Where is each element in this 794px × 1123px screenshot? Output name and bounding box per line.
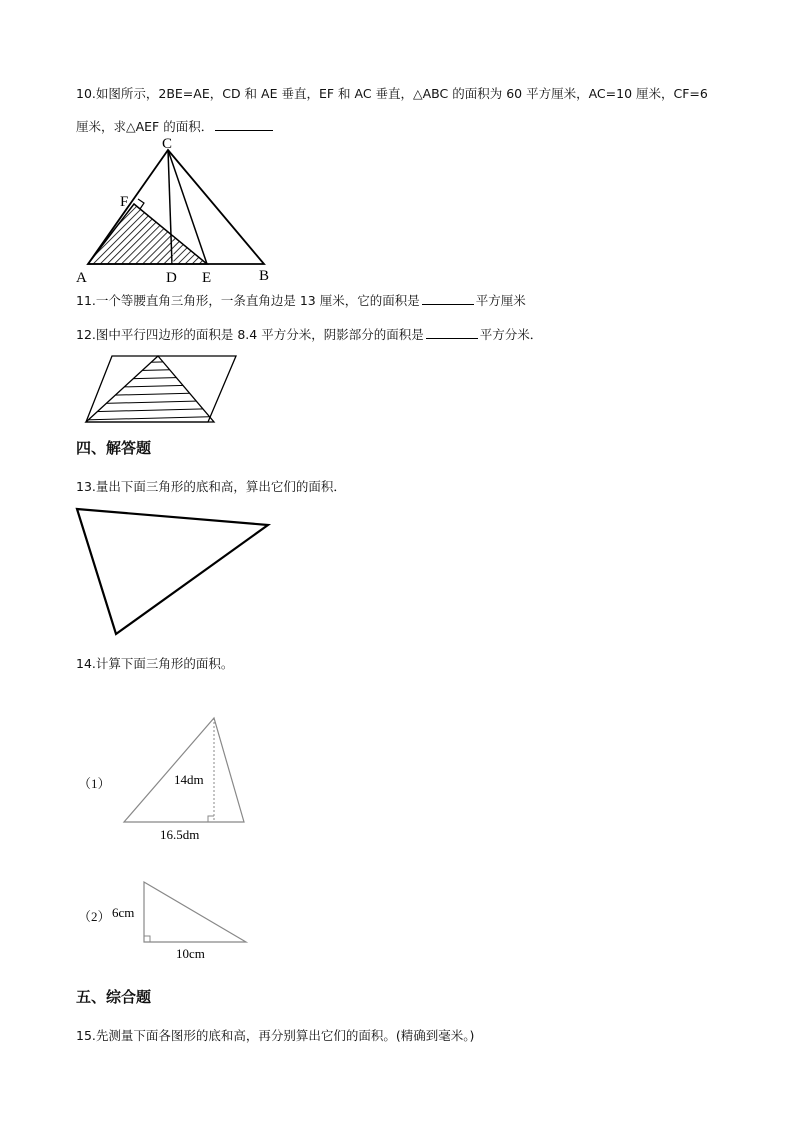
q13-triangle-figure bbox=[72, 505, 272, 637]
q14-part2-base-label: 10cm bbox=[176, 946, 205, 961]
q10-text-line1: 10.如图所示，2BE=AE，CD 和 AE 垂直，EF 和 AC 垂直，△ABC 的面积为 60 平方厘米，AC=10 厘米，CF=6 bbox=[76, 86, 708, 101]
q12-text: 12.图中平行四边形的面积是 8.4 平方分米，阴影部分的面积是 bbox=[76, 327, 424, 342]
q12-unit: 平方分米． bbox=[479, 327, 543, 342]
q12-parallelogram-figure bbox=[80, 350, 240, 428]
q14-part1-figure bbox=[118, 712, 254, 844]
label-b: B bbox=[259, 268, 270, 284]
q10-answer-blank[interactable] bbox=[215, 129, 273, 131]
q13-triangle bbox=[77, 509, 268, 634]
q14-part1-label: （1） bbox=[78, 776, 111, 791]
q13-text: 13.量出下面三角形的底和高，算出它们的面积． bbox=[76, 479, 346, 494]
q12-answer-blank[interactable] bbox=[426, 337, 478, 339]
q11-text: 11.一个等腰直角三角形，一条直角边是 13 厘米，它的面积是 bbox=[76, 293, 420, 308]
q12-parallelogram bbox=[86, 356, 236, 422]
q14-part1-right-angle bbox=[208, 816, 214, 822]
q11-line bbox=[76, 291, 526, 309]
q14-part2-figure bbox=[110, 876, 252, 964]
q10-triangle-figure bbox=[70, 138, 290, 288]
section4-title: 四、解答题 bbox=[76, 439, 152, 457]
label-d: D bbox=[166, 270, 177, 286]
q14-part2-height-label: 6cm bbox=[112, 905, 135, 920]
q10-text-line2 bbox=[76, 117, 275, 135]
q14-part1-triangle bbox=[124, 718, 244, 822]
q14-part1-base-label: 16.5dm bbox=[160, 827, 200, 842]
q14-part1-height-label: 14dm bbox=[174, 772, 204, 787]
q14-part2-triangle bbox=[144, 882, 246, 942]
q12-inner-triangle bbox=[86, 356, 214, 422]
q12-line bbox=[76, 325, 542, 343]
q15-text: 15.先测量下面各图形的底和高，再分别算出它们的面积。(精确到毫米。) bbox=[76, 1028, 475, 1043]
q10-text-line2-content: 厘米，求△AEF 的面积． bbox=[76, 119, 214, 134]
section5-title: 五、综合题 bbox=[76, 988, 152, 1006]
label-f: F bbox=[120, 194, 129, 210]
q12-shaded-region bbox=[80, 360, 240, 420]
q11-answer-blank[interactable] bbox=[422, 303, 474, 305]
q14-part2-right-angle bbox=[144, 936, 150, 942]
label-a: A bbox=[76, 270, 87, 286]
q14-part2-label: （2） bbox=[78, 909, 111, 924]
q11-unit: 平方厘米 bbox=[475, 293, 526, 308]
label-e: E bbox=[202, 270, 212, 286]
label-c: C bbox=[162, 138, 173, 152]
q14-text: 14.计算下面三角形的面积。 bbox=[76, 656, 234, 671]
